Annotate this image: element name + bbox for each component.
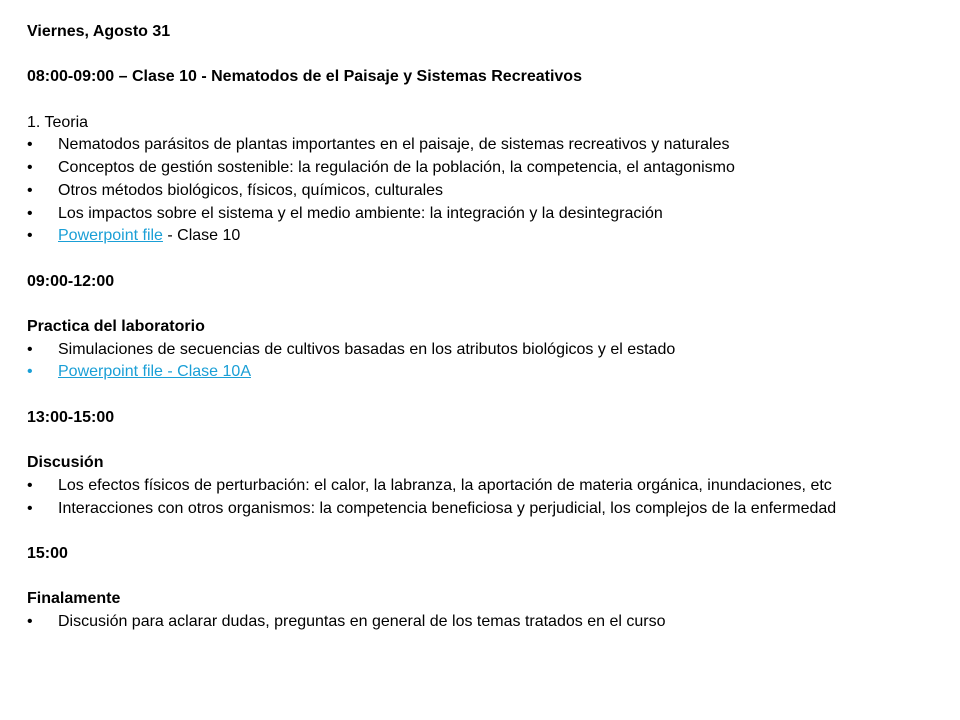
list-item-text: Otros métodos biológicos, físicos, químicos, culturales	[58, 181, 444, 199]
bullet-icon: •	[27, 363, 33, 381]
list-item	[27, 203, 947, 226]
list-item-text: Los impactos sobre el sistema y el medio ambiente: la integración y la desintegración	[58, 204, 663, 222]
list-item	[27, 611, 947, 634]
list-item-text: Conceptos de gestión sostenible: la regulación de la población, la competencia, el antagonismo	[58, 159, 735, 177]
spacer	[27, 89, 947, 112]
list-item	[27, 361, 947, 384]
list-item-text: Nematodos parásitos de plantas importantes en el paisaje, de sistemas recreativos y naturales	[58, 136, 730, 154]
spacer	[27, 293, 947, 316]
spacer	[27, 248, 947, 271]
session1-heading: 08:00-09:00 – Clase 10 - Nematodos de el Paisaje y Sistemas Recreativos	[27, 68, 582, 86]
bullet-icon: •	[27, 204, 33, 222]
list-item	[27, 475, 947, 498]
link-suffix: - Clase 10	[162, 227, 241, 245]
spacer	[27, 566, 947, 589]
powerpoint-link-clase-10a[interactable]: Powerpoint file - Clase 10A	[58, 363, 251, 381]
list-item	[27, 157, 947, 180]
spacer	[27, 430, 947, 453]
list-item	[27, 339, 947, 362]
list-item-text: Discusión para aclarar dudas, preguntas en general de los temas tratados en el curso	[58, 613, 666, 631]
bullet-icon: •	[27, 227, 33, 245]
list-item	[27, 225, 947, 248]
spacer	[27, 384, 947, 407]
session1-subheading: 1. Teoria	[27, 113, 89, 131]
session4-time: 15:00	[27, 545, 68, 563]
bullet-icon: •	[27, 476, 33, 494]
list-item-text	[58, 225, 938, 248]
list-item-text: Simulaciones de secuencias de cultivos basadas en los atributos biológicos y el estado	[58, 340, 676, 358]
powerpoint-link-clase-10[interactable]: Powerpoint file	[58, 227, 163, 245]
spacer	[27, 44, 947, 67]
list-item	[27, 180, 947, 203]
day-title: Viernes, Agosto 31	[27, 23, 171, 40]
session2-time: 09:00-12:00	[27, 272, 115, 290]
bullet-icon: •	[27, 181, 33, 199]
list-item-text: Los efectos físicos de perturbación: el calor, la labranza, la aportación de materia orgánica, inundaciones, etc	[58, 476, 832, 494]
list-item	[27, 498, 947, 521]
session4-heading: Finalamente	[27, 590, 121, 608]
spacer	[27, 520, 947, 543]
bullet-icon: •	[27, 340, 33, 358]
bullet-icon: •	[27, 136, 33, 154]
list-item-text: Interacciones con otros organismos: la competencia beneficiosa y perjudicial, los complejos de la enfermedad	[58, 499, 837, 517]
session2-heading: Practica del laboratorio	[27, 318, 205, 336]
session3-heading: Discusión	[27, 454, 104, 472]
bullet-icon: •	[27, 159, 33, 177]
list-item	[27, 134, 947, 157]
bullet-icon: •	[27, 613, 33, 631]
session3-time: 13:00-15:00	[27, 408, 115, 426]
list-item-text	[58, 361, 938, 384]
bullet-icon: •	[27, 499, 33, 517]
schedule-content	[27, 21, 947, 634]
